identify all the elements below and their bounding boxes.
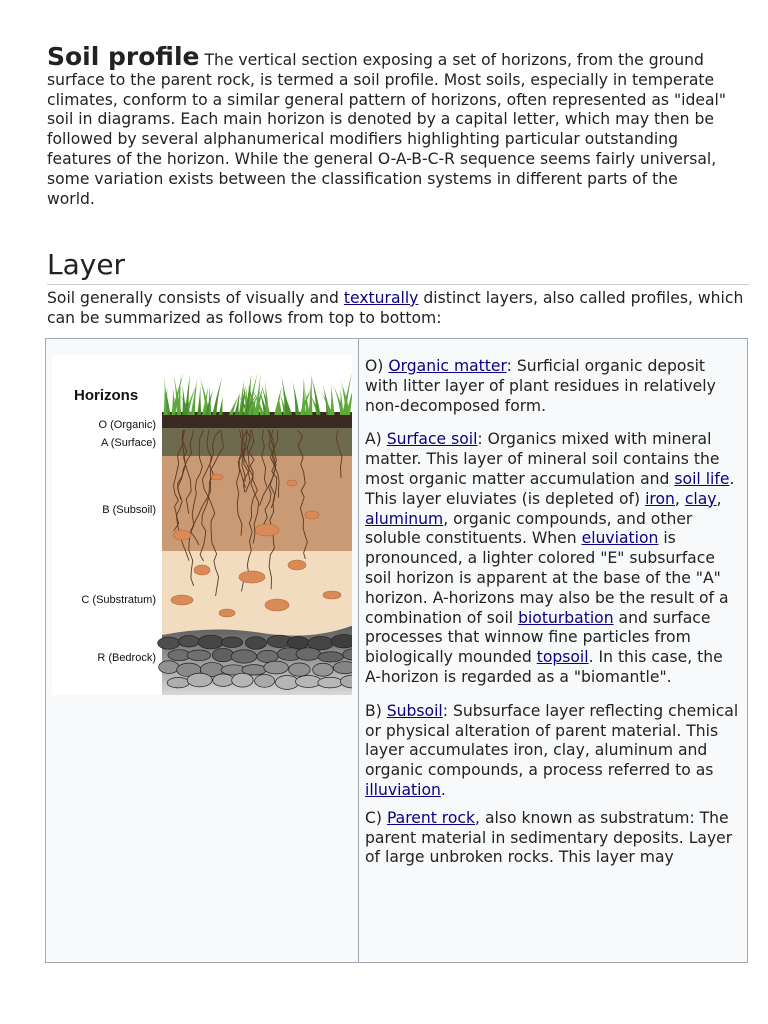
stone (313, 663, 334, 676)
soil-horizons-figure (52, 355, 352, 695)
intro-text: The vertical section exposing a set of horizons, from the ground surface to the parent rock, is termed a soil profile. Most soils, especially in temperate climates, conform to a similar general pattern of horizons, often represented as "ideal" soil in diagrams. Each main horizon is denoted by a capital letter, which may then be followed by several alphanumerical modifiers highlighting particular outstanding features of the horizon. While the general O-A-B-C-R sequence seems fairly universal, some variation exists between the classification systems in different parts of the world. (47, 51, 727, 208)
layer-subsoil (162, 456, 352, 554)
stone (221, 637, 242, 648)
grass-blade (197, 386, 201, 415)
stone (318, 677, 343, 688)
stone (167, 677, 189, 687)
stone (212, 648, 234, 661)
stone (187, 673, 212, 687)
section-title: Soil profile (47, 42, 200, 71)
stone (231, 650, 257, 663)
grass-blade (332, 384, 344, 415)
stone (333, 662, 352, 674)
label-subsoil: B (Subsoil) (102, 504, 156, 516)
stone (213, 674, 234, 686)
label-bedrock: R (Bedrock) (97, 652, 156, 664)
stone (158, 637, 180, 649)
stone (232, 673, 253, 687)
label-organic: O (Organic) (98, 419, 156, 431)
pebble (288, 560, 306, 570)
grass-tufts (163, 372, 352, 415)
grass-blade (292, 380, 299, 415)
link-topsoil[interactable]: topsoil (536, 648, 589, 667)
stone (257, 650, 278, 662)
pebble (219, 609, 235, 617)
link-aluminum[interactable]: aluminum (365, 509, 444, 528)
grass-blade (331, 383, 335, 415)
link-iron[interactable]: iron (645, 489, 675, 508)
grass-blade (302, 377, 306, 415)
horizons-table (45, 338, 748, 963)
horizon-a: A) Surface soil: Organics mixed with mineral matter. This layer of mineral soil contains the most organic matter accumulation and soil life. This layer eluviates (is depleted of) iron, clay, aluminum, organic compounds, and other soluble constituents. When eluviation is pronounced, a lighter colored "E" subsurface soil horizon is apparent at the base of the "A" horizon. A-horizons may also be the result of a combination of soil bioturbation and surface processes that winnow fine particles from biologically mounded topsoil. In this case, the A-horizon is regarded as a "biomantle". (365, 430, 735, 686)
horizon-c: C) Parent rock, also known as substratum: The parent material in sedimentary deposits. Layer of large unbroken rocks. This layer may (365, 808, 733, 867)
pebble (239, 571, 265, 583)
pebble (194, 565, 210, 575)
link-parent-rock[interactable]: Parent rock (386, 808, 476, 827)
stone (318, 652, 343, 662)
horizon-o: O) Organic matter: Surficial organic deposit with litter layer of plant residues in relatively non-decomposed form. (365, 357, 716, 415)
pebble (265, 599, 289, 611)
layer-intro-text: Soil generally consists of visually and (47, 289, 344, 307)
link-texturally[interactable]: texturally (343, 289, 419, 307)
stone (331, 634, 352, 647)
pebble (323, 591, 341, 599)
link-eluviation[interactable]: eluviation (581, 529, 659, 548)
pebble (305, 511, 319, 519)
stone (264, 661, 289, 674)
stone (255, 675, 275, 688)
layer-intro-text-end: distinct layers, also called profiles, which can be summarized as follows from top to bottom: (47, 289, 744, 327)
stone (178, 636, 199, 647)
figure-title: Horizons (74, 387, 139, 404)
link-organic-matter[interactable]: Organic matter (388, 357, 507, 375)
stone (296, 648, 321, 661)
label-substratum: C (Substratum) (81, 594, 156, 606)
pebble (255, 524, 279, 536)
layer-heading: Layer (47, 247, 749, 285)
pebble (173, 530, 191, 540)
table-divider (358, 339, 359, 962)
stone (289, 663, 311, 676)
pebble (171, 595, 193, 605)
horizon-b: B) Subsoil: Subsurface layer reflecting chemical or physical alteration of parent material. This layer accumulates iron, clay, aluminum and organic compounds, a process referred to as illuviation. (365, 701, 739, 799)
soil-profile-diagram (52, 355, 352, 695)
link-surface-soil[interactable]: Surface soil (386, 430, 478, 449)
stone (187, 650, 211, 661)
stone (295, 676, 321, 688)
label-surface: A (Surface) (100, 437, 156, 449)
link-bioturbation[interactable]: bioturbation (518, 608, 614, 627)
stone (287, 636, 309, 649)
pebble (287, 480, 297, 486)
stone (159, 661, 179, 674)
intro-paragraph (47, 44, 727, 209)
layer-intro-paragraph (47, 289, 747, 329)
link-soil-life[interactable]: soil life (674, 469, 730, 488)
stone (198, 635, 223, 649)
stone (245, 637, 266, 650)
link-illuviation[interactable]: illuviation (365, 780, 441, 799)
horizons-description (365, 357, 743, 959)
pebble (211, 474, 223, 480)
link-clay[interactable]: clay (684, 489, 717, 508)
link-subsoil[interactable]: Subsoil (386, 701, 443, 720)
